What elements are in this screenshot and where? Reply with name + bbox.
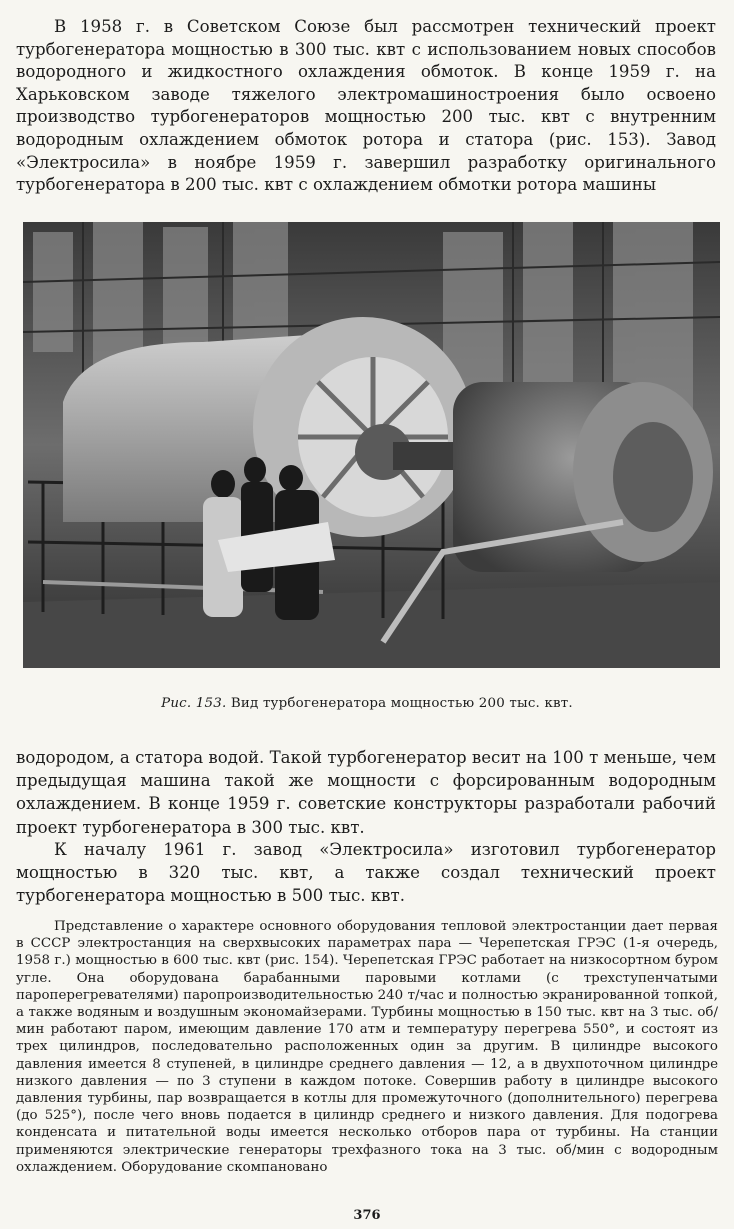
paragraph-cherepet-gres: Представление о характере основного оборудования тепловой электростанции дает первая в СССР электростанция на сверхвысоких параметрах пара — Черепетская ГРЭС (1-я очередь, 1958 г.) мощностью в 600 тыс. квт (рис. 154). Черепетская ГРЭС работает на низкосортном буром угле. Она оборудована барабанными паровыми котлами (с трехступенчатыми пароперегревателями) паропроизводительностью 240 т/час и полностью экранированной топкой, а также водяным и воздушным экономайзерами. Турбины мощностью в 150 тыс. квт на 3 тыс. об/мин работают паром, имеющим давление 170 атм и температуру перегрева 550°, и состоят из трех цилиндров, последовательно расположенных один за другим. В цилиндре высокого давления имеется 8 ступеней, в цилиндре среднего давления — 12, а в двухпоточном цилиндре низкого давления — по 3 ступени в каждом потоке. Совершив работу в цилиндре высокого давления турбины, пар возвращается в котлы для промежуточного (дополнительного) перегрева (до 525°), после чего вновь подается в цилиндр среднего и низкого давления. Для подогрева конденсата и питательной воды имеется несколько отборов пара от турбины. На станции применяются электрические генераторы трехфазного тока на 3 тыс. об/мин с водородным охлаждением. Оборудование скомпановано xyxy=(16,919,718,1175)
paragraph-turbogenerators-1958: В 1958 г. в Советском Союзе был рассмотрен технический проект турбогенератора мощностью в 300 тыс. квт с использованием новых способов водородного и жидкостного охлаждения обмоток. В конце 1959 г. на Харьковском заводе тяжелого электромашиностроения было освоено производство турбогенераторов мощностью 200 тыс. квт с внутренним водородным охлаждением обмоток ротора и статора (рис. 153). Завод «Электросила» в ноябре 1959 г. завершил разработку оригинального турбогенератора в 200 тыс. квт с охлаждением обмотки ротора машины xyxy=(16,17,716,195)
paragraph-elektrosila-1961: К началу 1961 г. завод «Электросила» изготовил турбогенератор мощностью в 320 тыс. квт, а также создал технический проект турбогенератора мощностью в 500 тыс. квт. xyxy=(16,840,716,906)
figure-turbogenerator-photo xyxy=(23,222,720,668)
turbogenerator-photo-image xyxy=(23,222,720,668)
caption-label: Рис. 153. xyxy=(161,696,227,711)
page-number: 376 xyxy=(353,1208,381,1223)
paragraph-hydrogen-cooling: водородом, а статора водой. Такой турбогенератор весит на 100 т меньше, чем предыдущая машина такой же мощности с форсированным водородным охлаждением. В конце 1959 г. советские конструкторы разработали рабочий проект турбогенератора в 300 тыс. квт. xyxy=(16,748,716,837)
caption-text: Вид турбогенератора мощностью 200 тыс. квт. xyxy=(230,696,573,711)
figure-caption xyxy=(0,696,734,711)
